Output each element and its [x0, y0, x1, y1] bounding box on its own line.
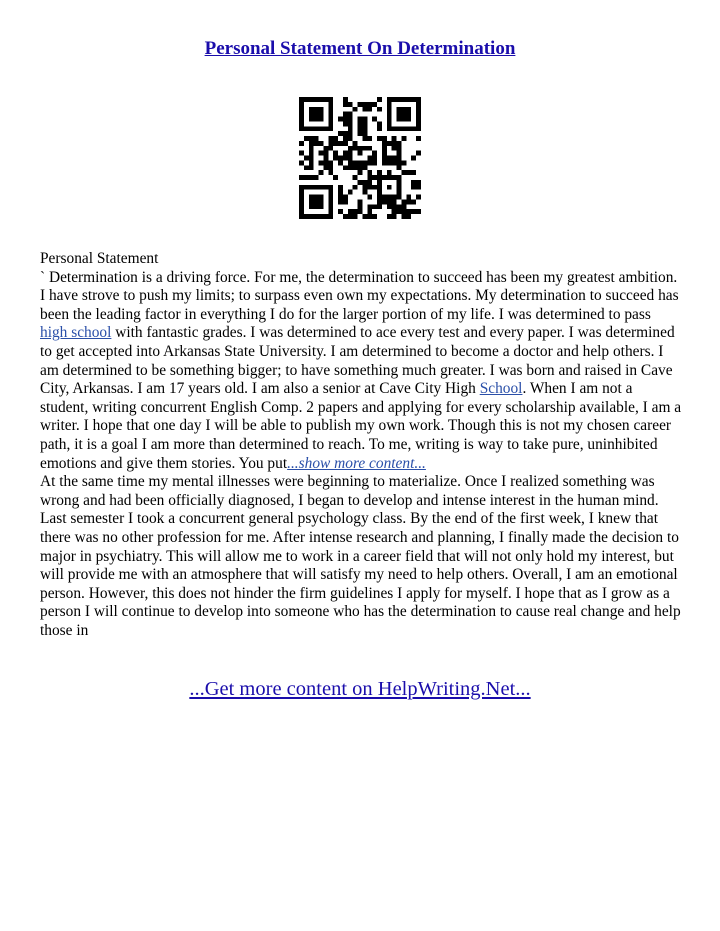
statement-heading: Personal Statement: [40, 250, 159, 267]
title-link[interactable]: Personal Statement On Determination: [204, 38, 516, 59]
get-more-content-link[interactable]: ...Get more content on HelpWriting.Net...: [189, 678, 531, 700]
qr-code-graphic: [299, 97, 421, 219]
page-title: [0, 38, 720, 60]
paragraph-1-text-a: ` Determination is a driving force. For me, the determination to succeed has been my greatest ambition. I have strove to push my limits; to surpass even own my expectations. My determination to succeed has been the leading factor in everything I do for the larger portion of my life. I was determined to pass: [40, 268, 679, 323]
school-link[interactable]: School: [479, 380, 523, 398]
paragraph-1-text-c: . When I am not a student, writing concurrent English Comp. 2 papers and applying for every scholarship available, I am a writer. I hope that one day I will be able to publish my own work. Though this is not my chosen career path, it is a goal I am more than determined to reach. To me, writing is way to take pure, uninhibited emotions and give them stories. You put: [40, 380, 682, 472]
high-school-link[interactable]: high school: [40, 324, 112, 342]
footer: [0, 678, 720, 701]
paragraph-1-text-b: with fantastic grades. I was determined to ace every test and every paper. I was determined to get accepted into Arkansas State University. I am determined to become a doctor and help others. I am determined to be something bigger; to have something much greater. I was born and raised in Cave City, Arkansas. I am 17 years old. I am also a senior at Cave City High: [40, 324, 675, 398]
qr-code-icon: [299, 97, 421, 219]
show-more-link[interactable]: ...show more content...: [287, 454, 426, 472]
statement-paragraph-1: [40, 269, 682, 474]
statement-body: [40, 250, 682, 640]
statement-paragraph-2: At the same time my mental illnesses were beginning to materialize. Once I realized something was wrong and had been officially diagnosed, I began to develop and intense interest in the human mind. Last semester I took a concurrent general psychology class. By the end of the first week, I knew that there was no other profession for me. After intense research and planning, I finally made the decision to major in psychiatry. This will allow me to work in a career field that will not only hold my interest, but will provide me with an atmosphere that will satisfy my need to help others. Overall, I am an emotional person. However, this does not hinder the firm guidelines I apply for myself. I hope that as I grow as a person I will continue to develop into someone who has the determination to cause real change and help those in: [40, 473, 681, 639]
